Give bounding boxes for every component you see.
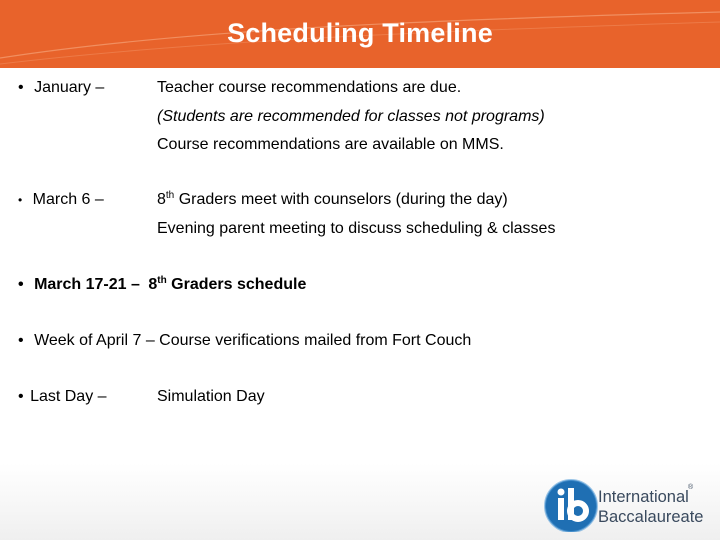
- item-text: Course recommendations are available on MMS.: [157, 136, 504, 153]
- list-item-january-label: [18, 78, 104, 98]
- ordinal-number: 8: [157, 191, 166, 208]
- bullet: •: [18, 332, 24, 349]
- item-text: Week of April 7 – Course verifications mailed from Fort Couch: [34, 332, 472, 349]
- ordinal-suffix: th: [165, 190, 175, 201]
- list-item-last-day-label: [18, 387, 107, 407]
- item-label: Last Day –: [30, 388, 107, 405]
- item-text: Evening parent meeting to discuss scheduling & classes: [157, 220, 556, 237]
- item-text: Teacher course recommendations are due.: [157, 79, 462, 96]
- logo-wordmark: [598, 487, 704, 527]
- logo-line-1: International: [598, 488, 689, 506]
- item-label: March 6 –: [32, 191, 104, 208]
- list-item-april: [18, 331, 471, 351]
- logo-line-2: Baccalaureate: [598, 508, 704, 526]
- item-text: [157, 190, 508, 210]
- bullet: •: [18, 276, 24, 293]
- item-text: Simulation Day: [157, 388, 265, 405]
- list-item-march6-label: [18, 190, 104, 210]
- bullet: •: [18, 193, 23, 207]
- ordinal-number: 8: [148, 276, 158, 293]
- item-text-rest: Graders meet with counselors (during the day): [174, 191, 508, 208]
- item-label: January –: [34, 79, 105, 96]
- item-text: Graders schedule: [166, 276, 307, 293]
- ordinal-suffix: th: [157, 275, 167, 286]
- registered-mark: ®: [688, 484, 694, 491]
- bullet: •: [18, 79, 24, 96]
- item-label: March 17-21 –: [34, 276, 140, 293]
- page-title: Scheduling Timeline: [227, 18, 493, 48]
- bullet: •: [18, 388, 24, 405]
- title-bar: [0, 0, 720, 68]
- list-item-march17: [18, 275, 306, 295]
- item-text: (Students are recommended for classes not programs): [157, 108, 545, 125]
